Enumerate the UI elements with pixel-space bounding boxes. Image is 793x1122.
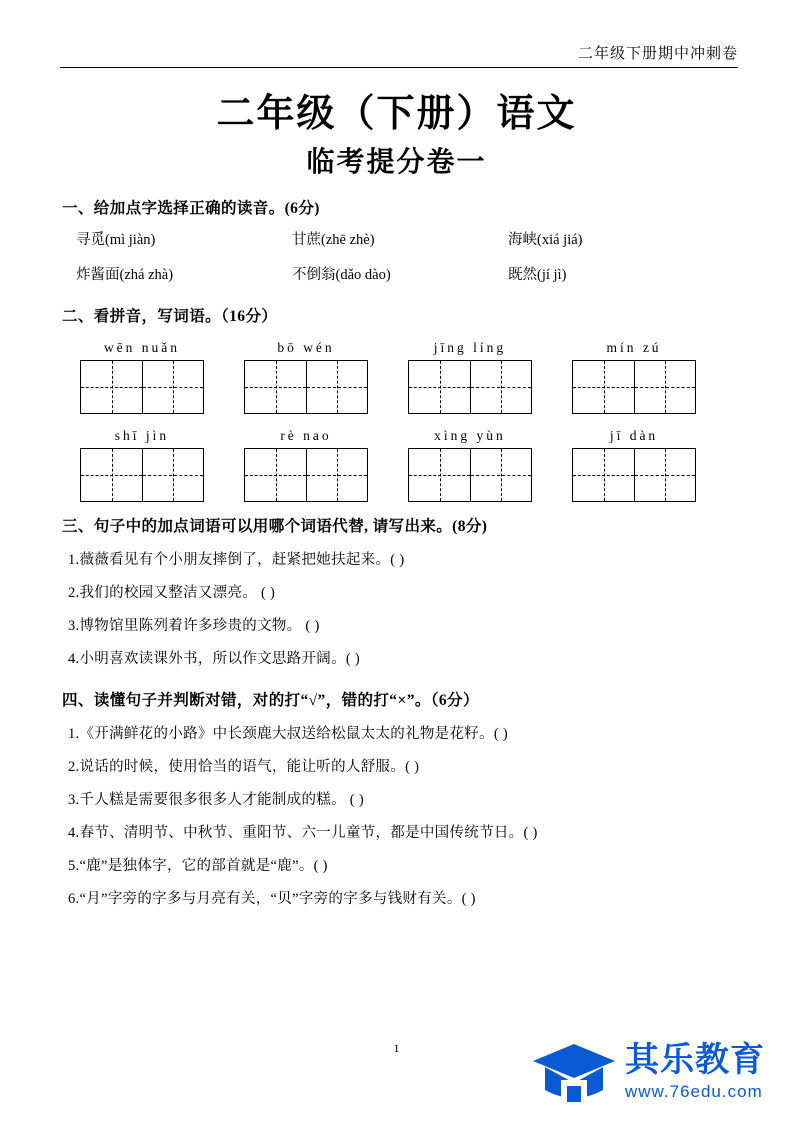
- tianzi-cell[interactable]: [470, 361, 531, 413]
- section-1-row-1: [76, 228, 734, 249]
- tianzi-group: [62, 428, 222, 502]
- section-4: [62, 688, 734, 908]
- tianzi-group: [62, 340, 222, 414]
- tianzi-box[interactable]: [244, 448, 368, 502]
- graduation-cap-icon: [531, 1040, 617, 1106]
- section-3: [62, 514, 734, 668]
- tianzi-cell[interactable]: [142, 449, 203, 501]
- section-4-item: 6.“月”字旁的字多与月亮有关，“贝”字旁的字多与钱财有关。( ): [68, 891, 476, 907]
- section-4-item: 5.“鹿”是独体字，它的部首就是“鹿”。( ): [68, 858, 328, 874]
- tianzi-box[interactable]: [244, 360, 368, 414]
- tianzi-box[interactable]: [572, 448, 696, 502]
- page-number: 1: [393, 1041, 400, 1055]
- section-1-heading: 一、给加点字选择正确的读音。(6分): [62, 200, 320, 217]
- tianzi-box[interactable]: [80, 360, 204, 414]
- site-logo[interactable]: [531, 1040, 765, 1106]
- tianzi-row-spacer: [62, 416, 734, 428]
- section-1-item: 甘蔗(zhē zhè): [292, 232, 375, 248]
- tianzi-cell[interactable]: [470, 449, 531, 501]
- section-1-item: 寻觅(mì jiàn): [76, 232, 156, 248]
- tianzi-cell[interactable]: [306, 449, 367, 501]
- section-1-item: 不倒翁(dǎo dào): [292, 267, 391, 283]
- section-1-item: 炸酱面(zhá zhà): [76, 267, 174, 283]
- tianzi-pinyin: shī jìn: [114, 428, 170, 443]
- tianzi-group: [390, 428, 550, 502]
- section-1-row-2: [76, 263, 734, 284]
- section-3-item: 3.博物馆里陈列着许多珍贵的文物。 ( ): [68, 618, 320, 634]
- tianzi-pinyin: jīng líng: [433, 340, 507, 355]
- section-4-item: 4.春节、清明节、中秋节、重阳节、六一儿童节，都是中国传统节日。( ): [68, 825, 538, 841]
- logo-title: 其乐教育: [625, 1042, 765, 1079]
- tianzi-pinyin: wēn nuǎn: [103, 340, 181, 355]
- tianzi-cell[interactable]: [573, 449, 634, 501]
- tianzi-group: [554, 340, 714, 414]
- section-2: [62, 304, 734, 502]
- tianzi-row: [62, 428, 734, 502]
- page-subtitle: 临考提分卷一: [306, 147, 487, 178]
- tianzi-cell[interactable]: [81, 449, 142, 501]
- section-4-item: 3.千人糕是需要很多很多人才能制成的糕。 ( ): [68, 792, 364, 808]
- tianzi-group: [226, 428, 386, 502]
- section-1-item: 海峡(xiá jiá): [508, 232, 583, 248]
- tianzi-pinyin: bō wén: [277, 340, 335, 355]
- tianzi-group: [390, 340, 550, 414]
- logo-text-block: [625, 1044, 765, 1102]
- section-3-heading: 三、句子中的加点词语可以用哪个词语代替, 请写出来。(8分): [62, 518, 488, 535]
- tianzi-grid-block: [62, 340, 734, 502]
- section-1: [62, 196, 734, 284]
- header-divider: [60, 67, 738, 68]
- tianzi-cell[interactable]: [245, 361, 306, 413]
- tianzi-cell[interactable]: [142, 361, 203, 413]
- section-3-item: 4.小明喜欢读课外书，所以作文思路开阔。( ): [68, 651, 361, 667]
- section-4-item: 1.《开满鲜花的小路》中长颈鹿大叔送给松鼠太太的礼物是花籽。( ): [68, 726, 509, 742]
- tianzi-cell[interactable]: [634, 361, 695, 413]
- tianzi-cell[interactable]: [409, 449, 470, 501]
- tianzi-box[interactable]: [408, 360, 532, 414]
- page-title: 二年级（下册）语文: [216, 93, 577, 135]
- page-header: [60, 42, 738, 68]
- tianzi-group: [226, 340, 386, 414]
- section-4-heading: 四、读懂句子并判断对错，对的打“√”，错的打“×”。（6分）: [62, 692, 479, 709]
- header-right-text: 二年级下册期中冲刺卷: [577, 46, 738, 62]
- section-2-heading: 二、看拼音，写词语。（16分）: [62, 308, 278, 325]
- section-3-item: 2.我们的校园又整洁又漂亮。 ( ): [68, 585, 276, 601]
- tianzi-box[interactable]: [80, 448, 204, 502]
- section-3-item: 1.薇薇看见有个小朋友摔倒了，赶紧把她扶起来。( ): [68, 552, 405, 568]
- section-4-item: 2.说话的时候，使用恰当的语气，能让听的人舒服。( ): [68, 759, 420, 775]
- tianzi-group: [554, 428, 714, 502]
- tianzi-pinyin: jī dàn: [609, 428, 659, 443]
- tianzi-pinyin: rè nao: [280, 428, 332, 443]
- section-1-item: 既然(jí jì): [508, 267, 567, 283]
- tianzi-cell[interactable]: [245, 449, 306, 501]
- tianzi-row: [62, 340, 734, 414]
- tianzi-cell[interactable]: [81, 361, 142, 413]
- logo-url: www.76edu.com: [625, 1082, 763, 1101]
- paper-body: [62, 196, 734, 908]
- tianzi-box[interactable]: [408, 448, 532, 502]
- tianzi-box[interactable]: [572, 360, 696, 414]
- tianzi-pinyin: mín zú: [606, 340, 662, 355]
- tianzi-cell[interactable]: [409, 361, 470, 413]
- tianzi-pinyin: xìng yùn: [434, 428, 506, 443]
- tianzi-cell[interactable]: [573, 361, 634, 413]
- tianzi-cell[interactable]: [306, 361, 367, 413]
- tianzi-cell[interactable]: [634, 449, 695, 501]
